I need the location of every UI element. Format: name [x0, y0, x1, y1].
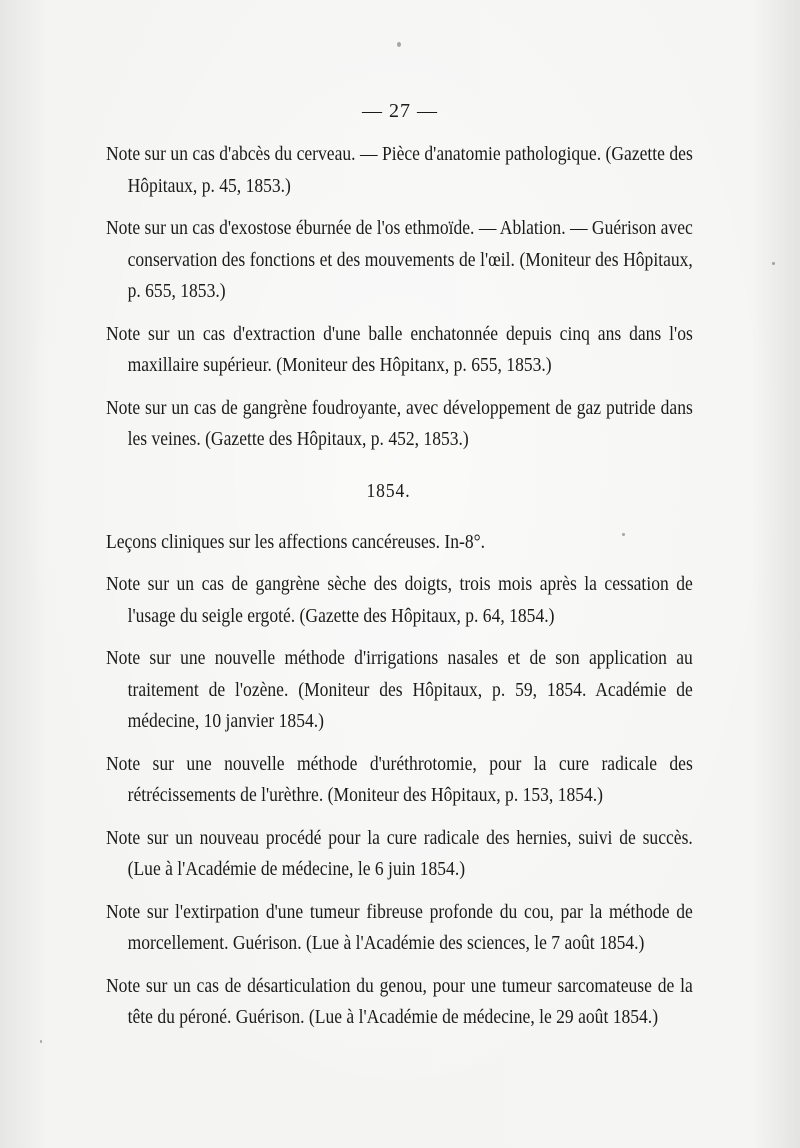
bibliography-list	[106, 139, 693, 1045]
bibliography-entry: Note sur une nouvelle méthode d'uréthrotomie, pour la cure radicale des rétrécissements de l'urèthre. (Moniteur des Hôpitaux, p. 153, 1854.)	[106, 753, 693, 806]
bibliography-entry: Note sur l'extirpation d'une tumeur fibreuse profonde du cou, par la méthode de morcellement. Guérison. (Lue à l'Académie des sciences, le 7 août 1854.)	[106, 901, 693, 954]
ink-speck	[397, 42, 401, 47]
bibliography-entry: Note sur un cas d'abcès du cerveau. — Pièce d'anatomie pathologique. (Gazette des Hôpitaux, p. 45, 1853.)	[106, 144, 693, 197]
year-heading: 1854.	[366, 480, 411, 502]
bibliography-entry: Note sur un cas de gangrène foudroyante, avec développement de gaz putride dans les veines. (Gazette des Hôpitaux, p. 452, 1853.)	[106, 397, 693, 450]
bibliography-entry: Note sur un cas d'extraction d'une balle enchatonnée depuis cinq ans dans l'os maxillaire supérieur. (Moniteur des Hôpitanx, p. 655, 1853.)	[106, 323, 693, 376]
bibliography-entry: Note sur un cas d'exostose éburnée de l'os ethmoïde. — Ablation. — Guérison avec conservation des fonctions et des mouvements de l'œil. (Moniteur des Hôpitaux, p. 655, 1853.)	[106, 218, 693, 302]
ink-speck	[40, 1040, 42, 1043]
bibliography-entry: Leçons cliniques sur les affections cancéreuses. In-8°.	[106, 531, 486, 553]
bibliography-entry: Note sur un nouveau procédé pour la cure radicale des hernies, suivi de succès. (Lue à l'Académie de médecine, le 6 juin 1854.)	[106, 827, 693, 880]
bibliography-entry: Note sur une nouvelle méthode d'irrigations nasales et de son application au traitement de l'ozène. (Moniteur des Hôpitaux, p. 59, 1854. Académie de médecine, 10 janvier 1854.)	[106, 648, 693, 732]
bibliography-entry: Note sur un cas de gangrène sèche des doigts, trois mois après la cessation de l'usage du seigle ergoté. (Gazette des Hôpitaux, p. 64, 1854.)	[106, 574, 693, 627]
page-number: — 27 —	[362, 100, 438, 122]
bibliography-entry: Note sur un cas de désarticulation du genou, pour une tumeur sarcomateuse de la tête du péroné. Guérison. (Lue à l'Académie de médecine, le 29 août 1854.)	[106, 975, 693, 1028]
ink-speck	[772, 262, 775, 265]
